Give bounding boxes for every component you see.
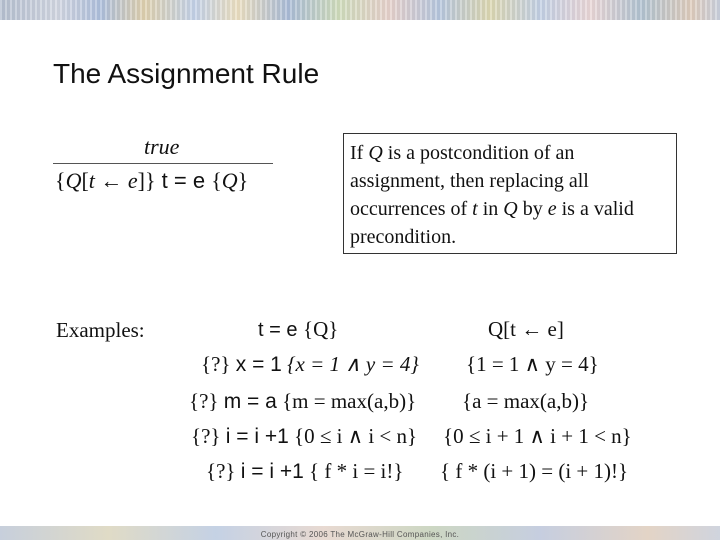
postcondition: {x = 1 ∧ y = 4} xyxy=(287,352,419,376)
header-postcondition: {Q} xyxy=(303,317,339,341)
brace: { xyxy=(211,168,222,193)
example-result: {1 = 1 ∧ y = 4} xyxy=(466,352,599,376)
explanation-callout xyxy=(343,133,677,254)
var-e: e xyxy=(127,168,138,193)
var-t: t xyxy=(88,168,95,193)
example-row xyxy=(201,352,419,377)
var-Q: Q xyxy=(221,168,238,193)
precondition-unknown: {?} xyxy=(189,389,219,413)
brace: } xyxy=(237,168,249,193)
postcondition: { f * i = i!} xyxy=(309,459,404,483)
examples-label: Examples: xyxy=(56,318,145,342)
example-row xyxy=(189,389,416,414)
var-Q: Q xyxy=(503,198,518,220)
example-result: { f * (i + 1) = (i + 1)!} xyxy=(440,459,629,483)
rule-conclusion xyxy=(55,168,248,194)
header-substitution: Q[t ← e] xyxy=(488,317,564,341)
example-result: {0 ≤ i + 1 ∧ i + 1 < n} xyxy=(443,424,632,448)
var-Q: Q xyxy=(368,142,383,164)
callout-text: in xyxy=(477,198,504,220)
statement: i = i +1 xyxy=(240,460,304,483)
statement: i = i +1 xyxy=(225,425,289,448)
bracket: [ xyxy=(81,168,89,193)
callout-text: If xyxy=(350,142,369,164)
var-e: e xyxy=(547,198,557,220)
precondition-unknown: {?} xyxy=(191,424,221,448)
example-result: {a = max(a,b)} xyxy=(462,389,590,413)
statement: x = 1 xyxy=(235,353,282,376)
header-statement: t = e xyxy=(258,319,304,341)
var-Q: Q xyxy=(65,168,82,193)
callout-text: is a valid precondition. xyxy=(350,198,634,248)
example-row xyxy=(206,459,403,484)
var-t: t xyxy=(472,198,478,220)
postcondition: {0 ≤ i ∧ i < n} xyxy=(294,424,418,448)
postcondition: {m = max(a,b)} xyxy=(282,389,417,413)
example-row xyxy=(191,424,417,449)
decorative-top-band xyxy=(0,0,720,20)
header-assignment xyxy=(258,317,338,342)
callout-text: by xyxy=(517,198,548,220)
assignment-statement: t = e xyxy=(155,168,212,193)
callout-text: is a postcondition of an assignment, then replacing all occurrences of xyxy=(350,142,589,220)
slide-title: The Assignment Rule xyxy=(53,58,320,89)
bracket-brace: ]} xyxy=(137,168,156,193)
copyright-notice: Copyright © 2006 The McGraw-Hill Companies, Inc. xyxy=(260,530,460,539)
left-arrow-symbol: ← xyxy=(94,168,128,193)
rule-divider xyxy=(53,163,273,164)
precondition-unknown: {?} xyxy=(206,459,236,483)
precondition-unknown: {?} xyxy=(201,352,231,376)
statement: m = a xyxy=(223,390,277,413)
brace: { xyxy=(55,168,66,193)
rule-premise: true xyxy=(144,134,180,159)
